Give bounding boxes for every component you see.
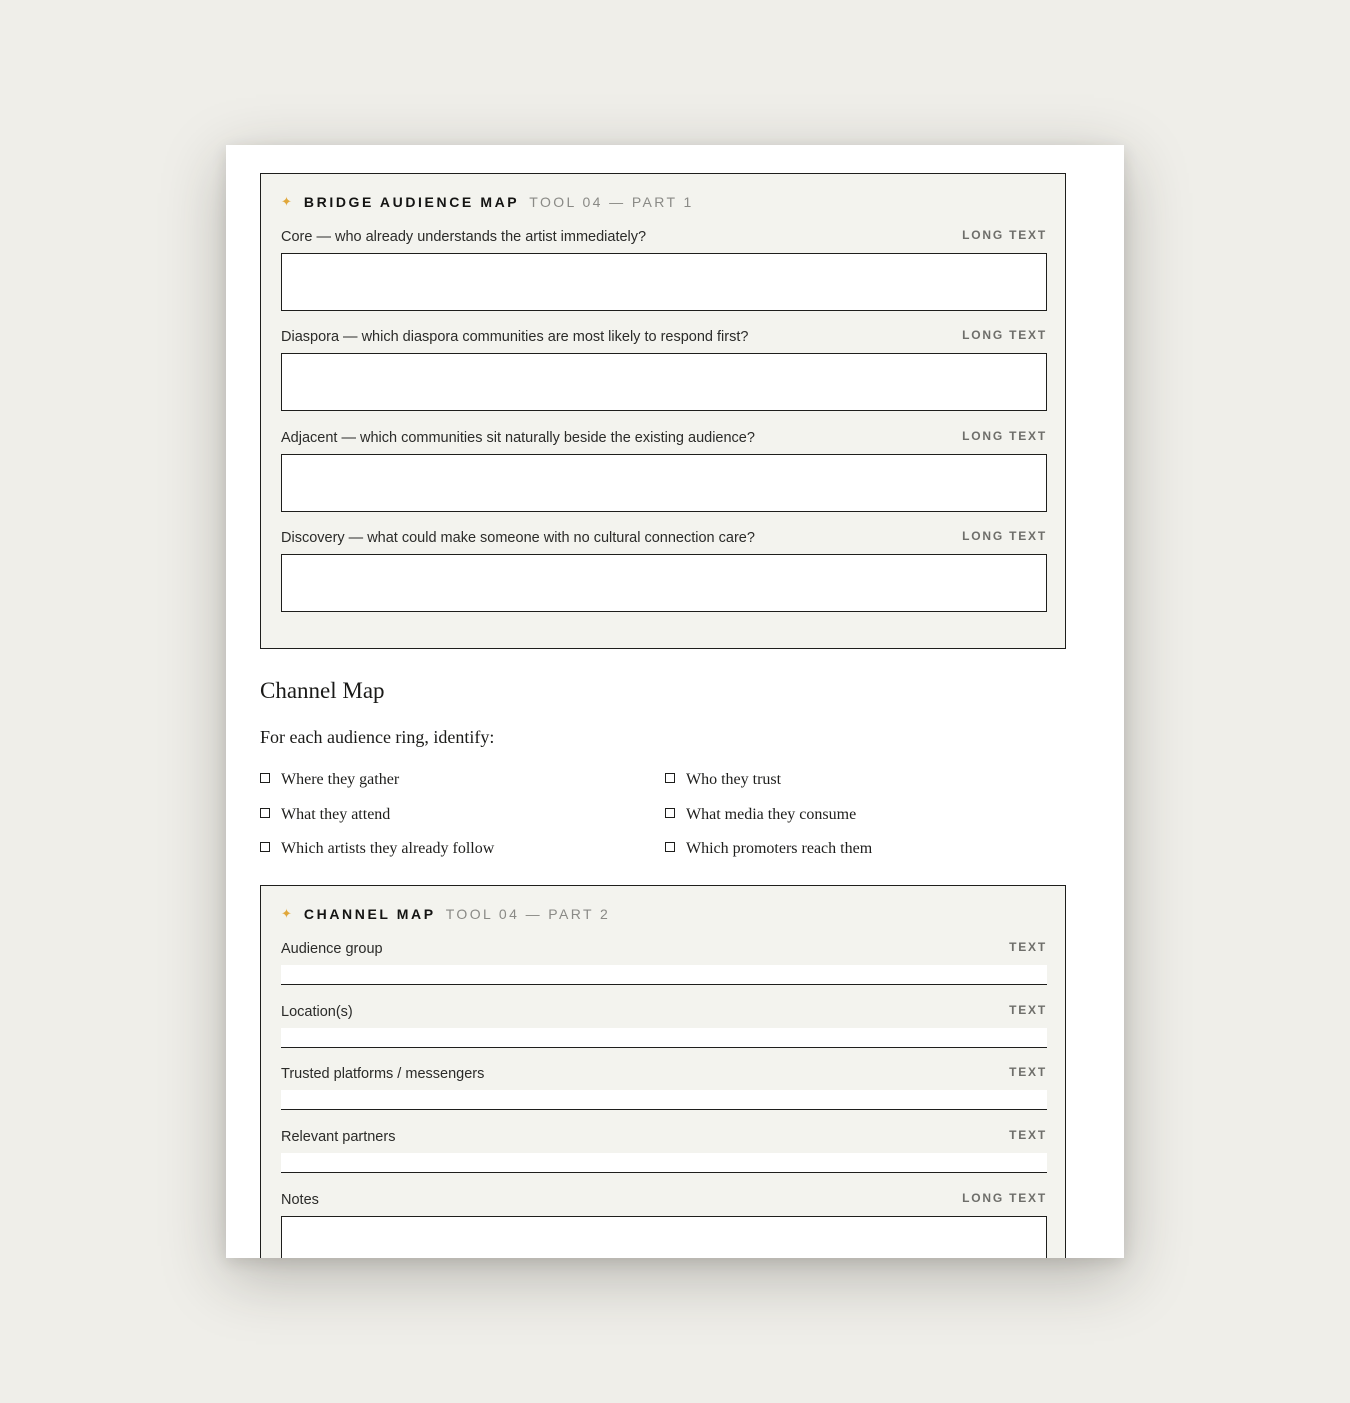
panel-title: CHANNEL MAP — [303, 906, 436, 922]
checkbox[interactable] — [260, 842, 270, 852]
section-heading: Channel Map — [260, 678, 385, 703]
core-textarea[interactable] — [281, 253, 1047, 311]
panel-title: BRIDGE AUDIENCE MAP — [303, 194, 520, 210]
discovery-textarea[interactable] — [281, 554, 1047, 612]
checklist-label: What media they consume — [686, 806, 857, 823]
panel-subtitle: TOOL 04 — PART 1 — [529, 194, 694, 210]
field-label: Notes — [281, 1192, 319, 1208]
audience-group-input[interactable] — [281, 965, 1047, 985]
sparkle-icon: ✦ — [281, 906, 292, 921]
trusted-platforms-input[interactable] — [281, 1090, 1047, 1110]
checkbox[interactable] — [665, 808, 675, 818]
notes-textarea[interactable] — [281, 1216, 1047, 1258]
field-label: Core — who already understands the artist immediately? — [281, 229, 647, 245]
panel-header — [281, 906, 610, 922]
checkbox[interactable] — [260, 808, 270, 818]
checklist-item[interactable] — [665, 805, 856, 825]
field-label: Location(s) — [281, 1004, 353, 1020]
field-type-tag: LONG TEXT — [962, 1191, 1047, 1205]
field-type-tag: LONG TEXT — [962, 328, 1047, 342]
checklist-item[interactable] — [260, 839, 494, 859]
channel-map-panel — [260, 885, 1066, 1258]
checklist-item[interactable] — [665, 770, 781, 790]
checklist-label: Who they trust — [686, 771, 782, 788]
field-type-tag: TEXT — [1009, 940, 1047, 954]
field-type-tag: TEXT — [1009, 1065, 1047, 1079]
field-label: Adjacent — which communities sit naturally beside the existing audience? — [281, 430, 755, 446]
checklist-item[interactable] — [260, 805, 390, 825]
field-type-tag: TEXT — [1009, 1128, 1047, 1142]
field-label: Trusted platforms / messengers — [281, 1066, 485, 1082]
checklist-label: Where they gather — [281, 771, 400, 788]
field-label: Diaspora — which diaspora communities are most likely to respond first? — [281, 329, 749, 345]
panel-header — [281, 194, 694, 210]
field-type-tag: TEXT — [1009, 1003, 1047, 1017]
bridge-audience-map-panel — [260, 173, 1066, 649]
checklist-item[interactable] — [260, 770, 399, 790]
checklist-item[interactable] — [665, 839, 872, 859]
field-label: Discovery — what could make someone with no cultural connection care? — [281, 530, 755, 546]
locations-input[interactable] — [281, 1028, 1047, 1048]
checklist-label: What they attend — [281, 806, 391, 823]
field-label: Relevant partners — [281, 1129, 396, 1145]
checkbox[interactable] — [260, 773, 270, 783]
checklist-label: Which artists they already follow — [281, 840, 495, 857]
field-type-tag: LONG TEXT — [962, 228, 1047, 242]
panel-subtitle: TOOL 04 — PART 2 — [445, 906, 611, 922]
field-type-tag: LONG TEXT — [962, 429, 1047, 443]
field-label: Audience group — [281, 941, 383, 957]
worksheet-page — [226, 145, 1124, 1258]
adjacent-textarea[interactable] — [281, 454, 1047, 512]
checkbox[interactable] — [665, 842, 675, 852]
diaspora-textarea[interactable] — [281, 353, 1047, 411]
relevant-partners-input[interactable] — [281, 1153, 1047, 1173]
sparkle-icon: ✦ — [281, 194, 292, 209]
checkbox[interactable] — [665, 773, 675, 783]
section-intro: For each audience ring, identify: — [260, 727, 495, 747]
field-type-tag: LONG TEXT — [962, 529, 1047, 543]
checklist-label: Which promoters reach them — [686, 840, 873, 857]
